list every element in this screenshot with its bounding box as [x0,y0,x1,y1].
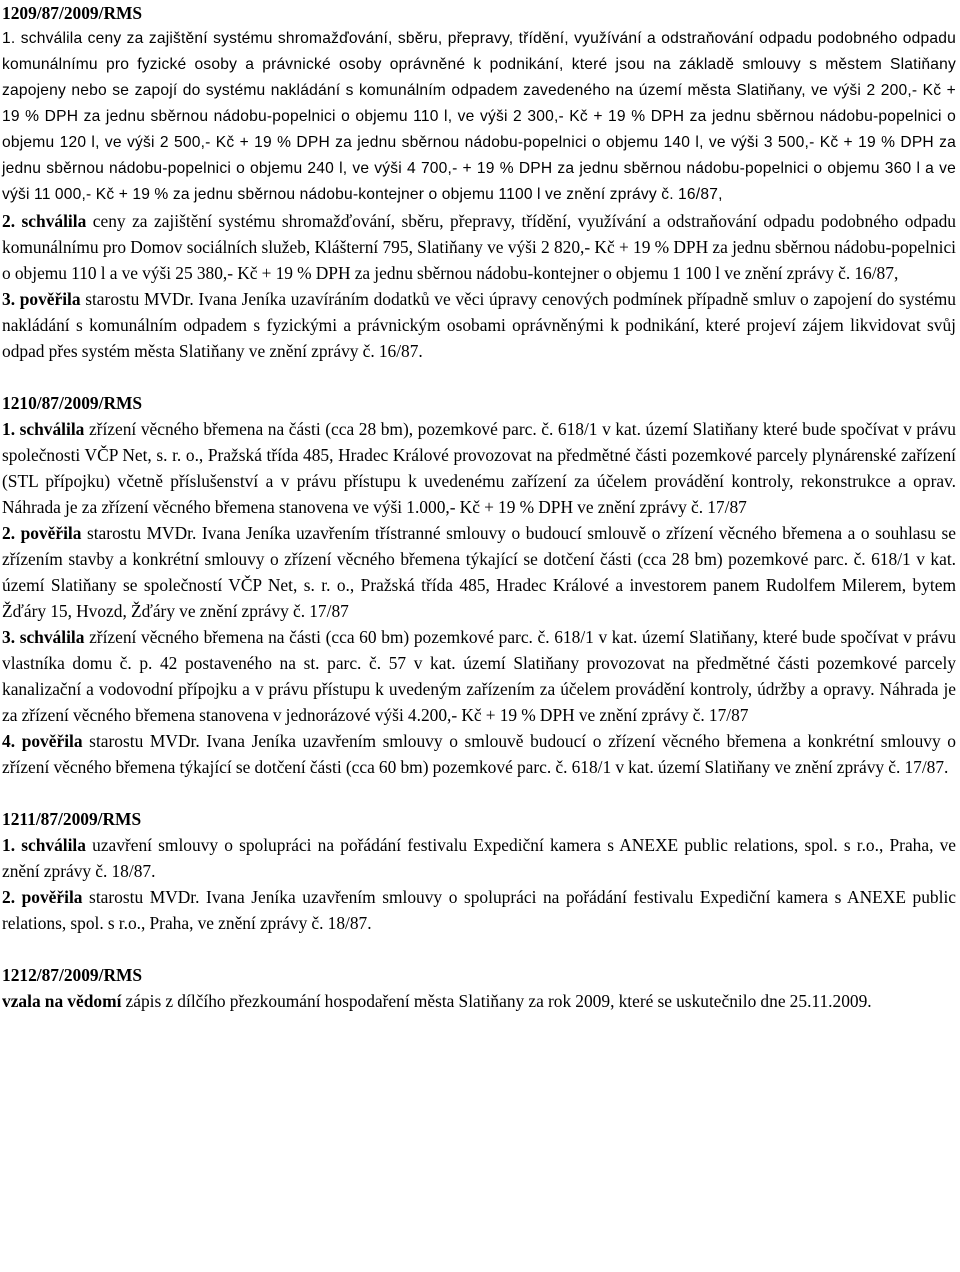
item-number: 4. [2,731,16,751]
item-number: 1. [2,835,16,855]
spacer [2,780,956,806]
item-number: 3. [2,627,16,647]
item-verb: pověřila [21,731,83,751]
resolution-1210 [2,390,956,780]
item-text: starostu MVDr. Ivana Jeníka uzavíráním dodatků ve věci úpravy cenových podmínek případně smluv o zapojení do systému nakládání s komunálním odpadem s fyzickými a právnickým osobami oprávněnými k podnikání, které projeví zájem likvidovat svůj odpad přes systém města Slatiňany ve znění zprávy č. 16/87. [2,289,956,361]
resolution-item [2,208,956,286]
resolution-item [2,286,956,364]
resolution-item [2,624,956,728]
item-verb: schválila [19,419,85,439]
item-verb: pověřila [21,887,83,907]
resolution-item [2,728,956,780]
item-verb: pověřila [20,523,82,543]
spacer [2,936,956,962]
item-verb: schválila [21,211,87,231]
item-text: ceny za zajištění systému shromažďování, sběru, přepravy, třídění, využívání a odstraňování odpadu podobného odpadu komunálnímu pro fyzické osoby a právnické osoby oprávněné k podnikání, které jsou na základě smlouvy s městem Slatiňany zapojeny nebo se zapojí do systému nakládání s komunálním odpadem zavedeného na území města Slatiňany, ve výši 2 200,- Kč + 19 % DPH za jednu sběrnou nádobu-popelnici o objemu 110 l, ve výši 2 300,- Kč + 19 % DPH za jednu sběrnou nádobu-popelnici o objemu 120 l, ve výši 2 500,- Kč + 19 % DPH za jednu sběrnou nádobu-popelnici o objemu 140 l, ve výši 3 500,- Kč + 19 % DPH za jednu sběrnou nádobu-popelnici o objemu 240 l, ve výši 4 700,- + 19 % DPH za jednu sběrnou nádobu-popelnici o objemu 360 l a ve výši 11 000,- Kč + 19 % za jednu sběrnou nádobu-kontejner o objemu 1100 l ve znění zprávy č. 16/87, [2,30,956,203]
item-number: 2. [2,887,16,907]
item-verb: schválila [20,30,83,47]
item-number: 1. [2,419,16,439]
document-page [2,0,956,1014]
item-text: zápis z dílčího přezkoumání hospodaření města Slatiňany za rok 2009, které se uskutečnilo dne 25.11.2009. [121,991,872,1011]
resolution-number: 1212/87/2009/RMS [2,965,143,985]
spacer [2,364,956,390]
item-verb: pověřila [19,289,81,309]
item-number: 1. [2,30,16,47]
resolution-number: 1211/87/2009/RMS [2,809,142,829]
resolution-1212 [2,962,956,1014]
item-text: starostu MVDr. Ivana Jeníka uzavřením smlouvy o smlouvě budoucí o zřízení věcného břemena a konkrétní smlouvy o zřízení věcného břemena týkající se dotčení části (cca 60 bm) pozemkové parc. č. 618/1 v kat. území Slatiňany ve znění zprávy č. 17/87. [2,731,956,777]
resolution-1211 [2,806,956,936]
item-text: zřízení věcného břemena na části (cca 60 bm) pozemkové parc. č. 618/1 v kat. území Slatiňany, které bude spočívat v právu vlastníka domu č. p. 42 postaveného na st. parc. č. 57 v kat. území Slatiňany provozovat na předmětné části pozemkové parcely kanalizační a vodovodní přípojku a v právu přístupu k uvedeným zařízením za účelem provádění kontroly, údržby a opravy. Náhrada je za zřízení věcného břemena stanovena v jednorázové výši 4.200,- Kč + 19 % DPH ve znění zprávy č. 17/87 [2,627,957,725]
resolution-number: 1210/87/2009/RMS [2,393,143,413]
resolution-item [2,416,956,520]
item-verb: vzala na vědomí [2,991,122,1011]
item-text: ceny za zajištění systému shromažďování, sběru, přepravy, třídění, využívání a odstraňování odpadu podobného odpadu komunálnímu pro Domov sociálních služeb, Klášterní 795, Slatiňany ve výši 2 820,- Kč + 19 % DPH za jednu sběrnou nádobu-popelnici o objemu 110 l a ve výši 25 380,- Kč + 19 % DPH za jednu sběrnou nádobu-kontejner o objemu 1 100 l ve znění zprávy č. 16/87, [2,211,956,283]
item-verb: schválila [21,835,86,855]
resolution-number: 1209/87/2009/RMS [2,3,143,23]
resolution-item [2,520,956,624]
item-verb: schválila [19,627,85,647]
item-text: zřízení věcného břemena na části (cca 28 bm), pozemkové parc. č. 618/1 v kat. území Slatiňany které bude spočívat v právu společnosti VČP Net, s. r. o., Pražská třída 485, Hradec Králové provozovat na předmětné části pozemkové parcely plynárenské zařízení (STL přípojku) včetně příslušenství a v právu přístupu k uvedenému zařízení za účelem provádění kontroly, rekonstrukce a oprav. Náhrada je za zřízení věcného břemena stanovena ve výši 1.000,- Kč + 19 % DPH ve znění zprávy č. 17/87 [2,419,956,517]
item-number: 3. [2,289,16,309]
item-text: starostu MVDr. Ivana Jeníka uzavřením třístranné smlouvy o budoucí smlouvě o zřízení věcného břemena a o souhlasu se zřízením stavby a konkrétní smlouvy o zřízení věcného břemena týkající se dotčení části (cca 28 bm) pozemkové parc. č. 618/1 v kat. území Slatiňany se společností VČP Net, s. r. o., Pražská třída 485, Hradec Králové a investorem panem Rudolfem Milerem, bytem Žďáry 15, Hvozd, Žďáry ve znění zprávy č. 17/87 [2,523,956,621]
resolution-item [2,26,956,208]
item-number: 2. [2,523,16,543]
resolution-item [2,832,956,884]
item-number: 2. [2,211,16,231]
item-text: uzavření smlouvy o spolupráci na pořádání festivalu Expediční kamera s ANEXE public relations, spol. s r.o., Praha, ve znění zprávy č. 18/87. [2,835,957,881]
resolution-item [2,988,956,1014]
item-text: starostu MVDr. Ivana Jeníka uzavřením smlouvy o spolupráci na pořádání festivalu Expediční kamera s ANEXE public relations, spol. s r.o., Praha, ve znění zprávy č. 18/87. [2,887,956,933]
resolution-item [2,884,956,936]
resolution-1209 [2,0,956,364]
